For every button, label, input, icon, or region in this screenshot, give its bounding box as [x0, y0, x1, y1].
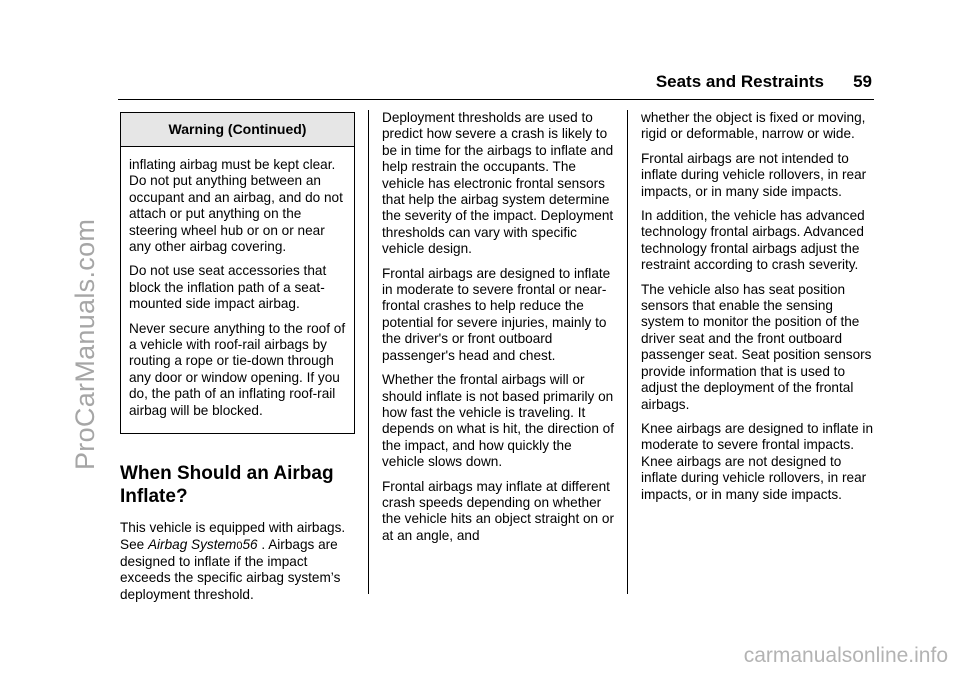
warning-paragraph: Never secure anything to the roof of a vehicle with roof-rail airbags by routing a rope or tie-down through any door or window opening. If you do, the path of an inflating roof-rail airbag will be blocked. [129, 320, 346, 418]
body-paragraph: The vehicle also has seat position sensors that enable the sensing system to monitor the position of the driver seat and the front outboard passenger seat. Seat position sensors provide information that is used to adjust the deployment of the frontal airbags. [641, 281, 872, 412]
warning-body [121, 147, 354, 433]
column-divider-right [627, 110, 628, 594]
warning-paragraph: inflating airbag must be kept clear. Do not put anything between an occupant and an airbag, and do not attach or put anything on the steering wheel hub or on or near any other airbag covering. [129, 157, 343, 255]
body-paragraph: Frontal airbags are not intended to inflate during vehicle rollovers, in rear impacts, or in many side impacts. [641, 150, 867, 199]
body-paragraph: Whether the frontal airbags will or should inflate is not based primarily on how fast the vehicle is traveling. It depends on what is hit, the direction of the impact, and how quickly the vehicle slows down. [382, 372, 614, 470]
section-title: Seats and Restraints [655, 72, 824, 91]
page-header [118, 72, 874, 100]
airbag-system-link[interactable]: Airbag System [147, 536, 237, 552]
column-3 [641, 110, 877, 511]
side-watermark: ProCarManuals.com [70, 218, 100, 470]
intro-text-before: This vehicle is equipped with airbags. See [120, 520, 346, 552]
column-divider-left [368, 110, 369, 594]
section-heading: When Should an Airbag Inflate? [120, 463, 334, 508]
intro-paragraph [120, 520, 355, 603]
column-1 [120, 112, 355, 611]
body-paragraph: whether the object is fixed or moving, rigid or deformable, narrow or wide. [641, 110, 866, 142]
warning-title: Warning (Continued) [121, 113, 354, 147]
page-reference-icon: 0 [236, 539, 243, 552]
body-paragraph: Knee airbags are designed to inflate in moderate to severe frontal impacts. Knee airbags are not designed to inflate during vehicle rollovers, in rear impacts, or in many side impacts. [641, 420, 874, 502]
body-paragraph: In addition, the vehicle has advanced technology frontal airbags. Advanced technology frontal airbags adjust the restraint according to crash severity. [641, 208, 865, 273]
body-paragraph: Deployment thresholds are used to predict how severe a crash is likely to be in time for the airbags to inflate and help restrain the occupants. The vehicle has electronic frontal sensors that help the airbag system determine the severity of the impact. Deployment thresholds can vary with specific vehicle design. [382, 110, 614, 257]
reference-page[interactable]: 56 [242, 536, 258, 552]
column-2 [382, 110, 616, 552]
body-paragraph: Frontal airbags may inflate at different crash speeds depending on whether the vehicle hits an object straight on or at an angle, and [382, 478, 614, 543]
page-number: 59 [853, 72, 872, 91]
body-paragraph: Frontal airbags are designed to inflate in moderate to severe frontal or near-frontal crashes to help reduce the potential for severe injuries, mainly to the driver's or front outboard passenger's head and chest. [382, 265, 611, 363]
warning-paragraph: Do not use seat accessories that block the inflation path of a seat-mounted side impact airbag. [129, 263, 327, 312]
bottom-watermark: carmanualsonline.info [743, 644, 948, 667]
warning-box [120, 112, 355, 434]
intro-text-after: . Airbags are designed to inflate if the impact exceeds the specific airbag system’s deployment threshold. [120, 536, 341, 602]
